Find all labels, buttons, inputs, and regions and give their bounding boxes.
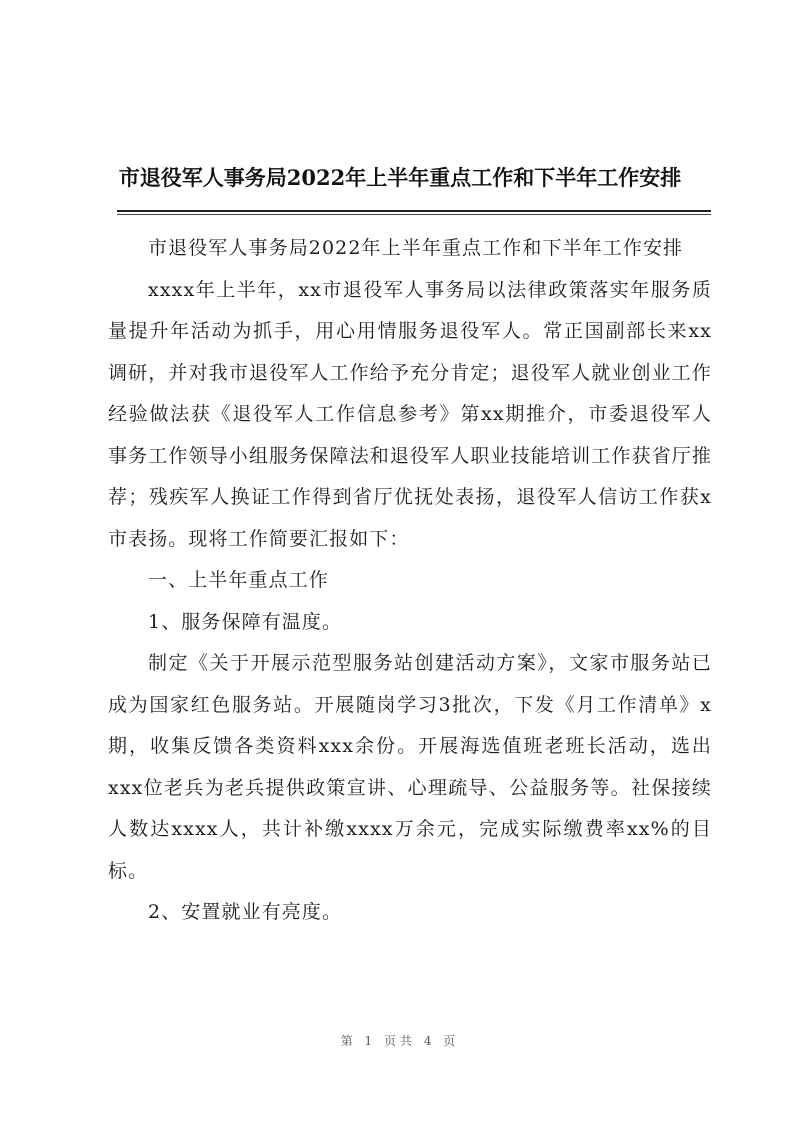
title-divider-thin (117, 214, 711, 215)
title-divider (117, 210, 711, 212)
document-title: 市退役军人事务局2022年上半年重点工作和下半年工作安排 (118, 165, 682, 190)
paragraph-intro: 市退役军人事务局2022年上半年重点工作和下半年工作安排 (148, 237, 684, 259)
subsection-heading: 1、服务保障有温度。 (148, 610, 343, 633)
section-heading: 一、上半年重点工作 (148, 569, 329, 591)
paragraph-service: 制定《关于开展示范型服务站创建活动方案》，文家市服务站已成为国家红色服务站。开展随岗学习3批次，下发《月工作清单》x期，收集反馈各类资料xxx余份。开展海选值班老班长活动，选出xxx位老兵为老兵提供政策宣讲、心理疏导、公益服务等。社保接续人数达xxxx人，共计补缴xxxx万余元，完成实际缴费率xx%的目标。 (108, 652, 712, 882)
subsection-heading: 2、安置就业有亮度。 (148, 901, 343, 923)
page-number-footer: 第 1 页共 4 页 (340, 1034, 460, 1048)
paragraph-summary: xxxx年上半年，xx市退役军人事务局以法律政策落实年服务质量提升年活动为抓手，用心用情服务退役军人。常正国副部长来xx调研，并对我市退役军人工作给予充分肯定；退役军人就业创业工作经验做法获《退役军人工作信息参考》第xx期推介，市委退役军人事务工作领导小组服务保障法和退役军人职业技能培训工作获省厅推荐；残疾军人换证工作得到省厅优抚处表扬，退役军人信访工作获x市表扬。现将工作简要汇报如下： (108, 278, 712, 550)
document-body (108, 228, 712, 934)
